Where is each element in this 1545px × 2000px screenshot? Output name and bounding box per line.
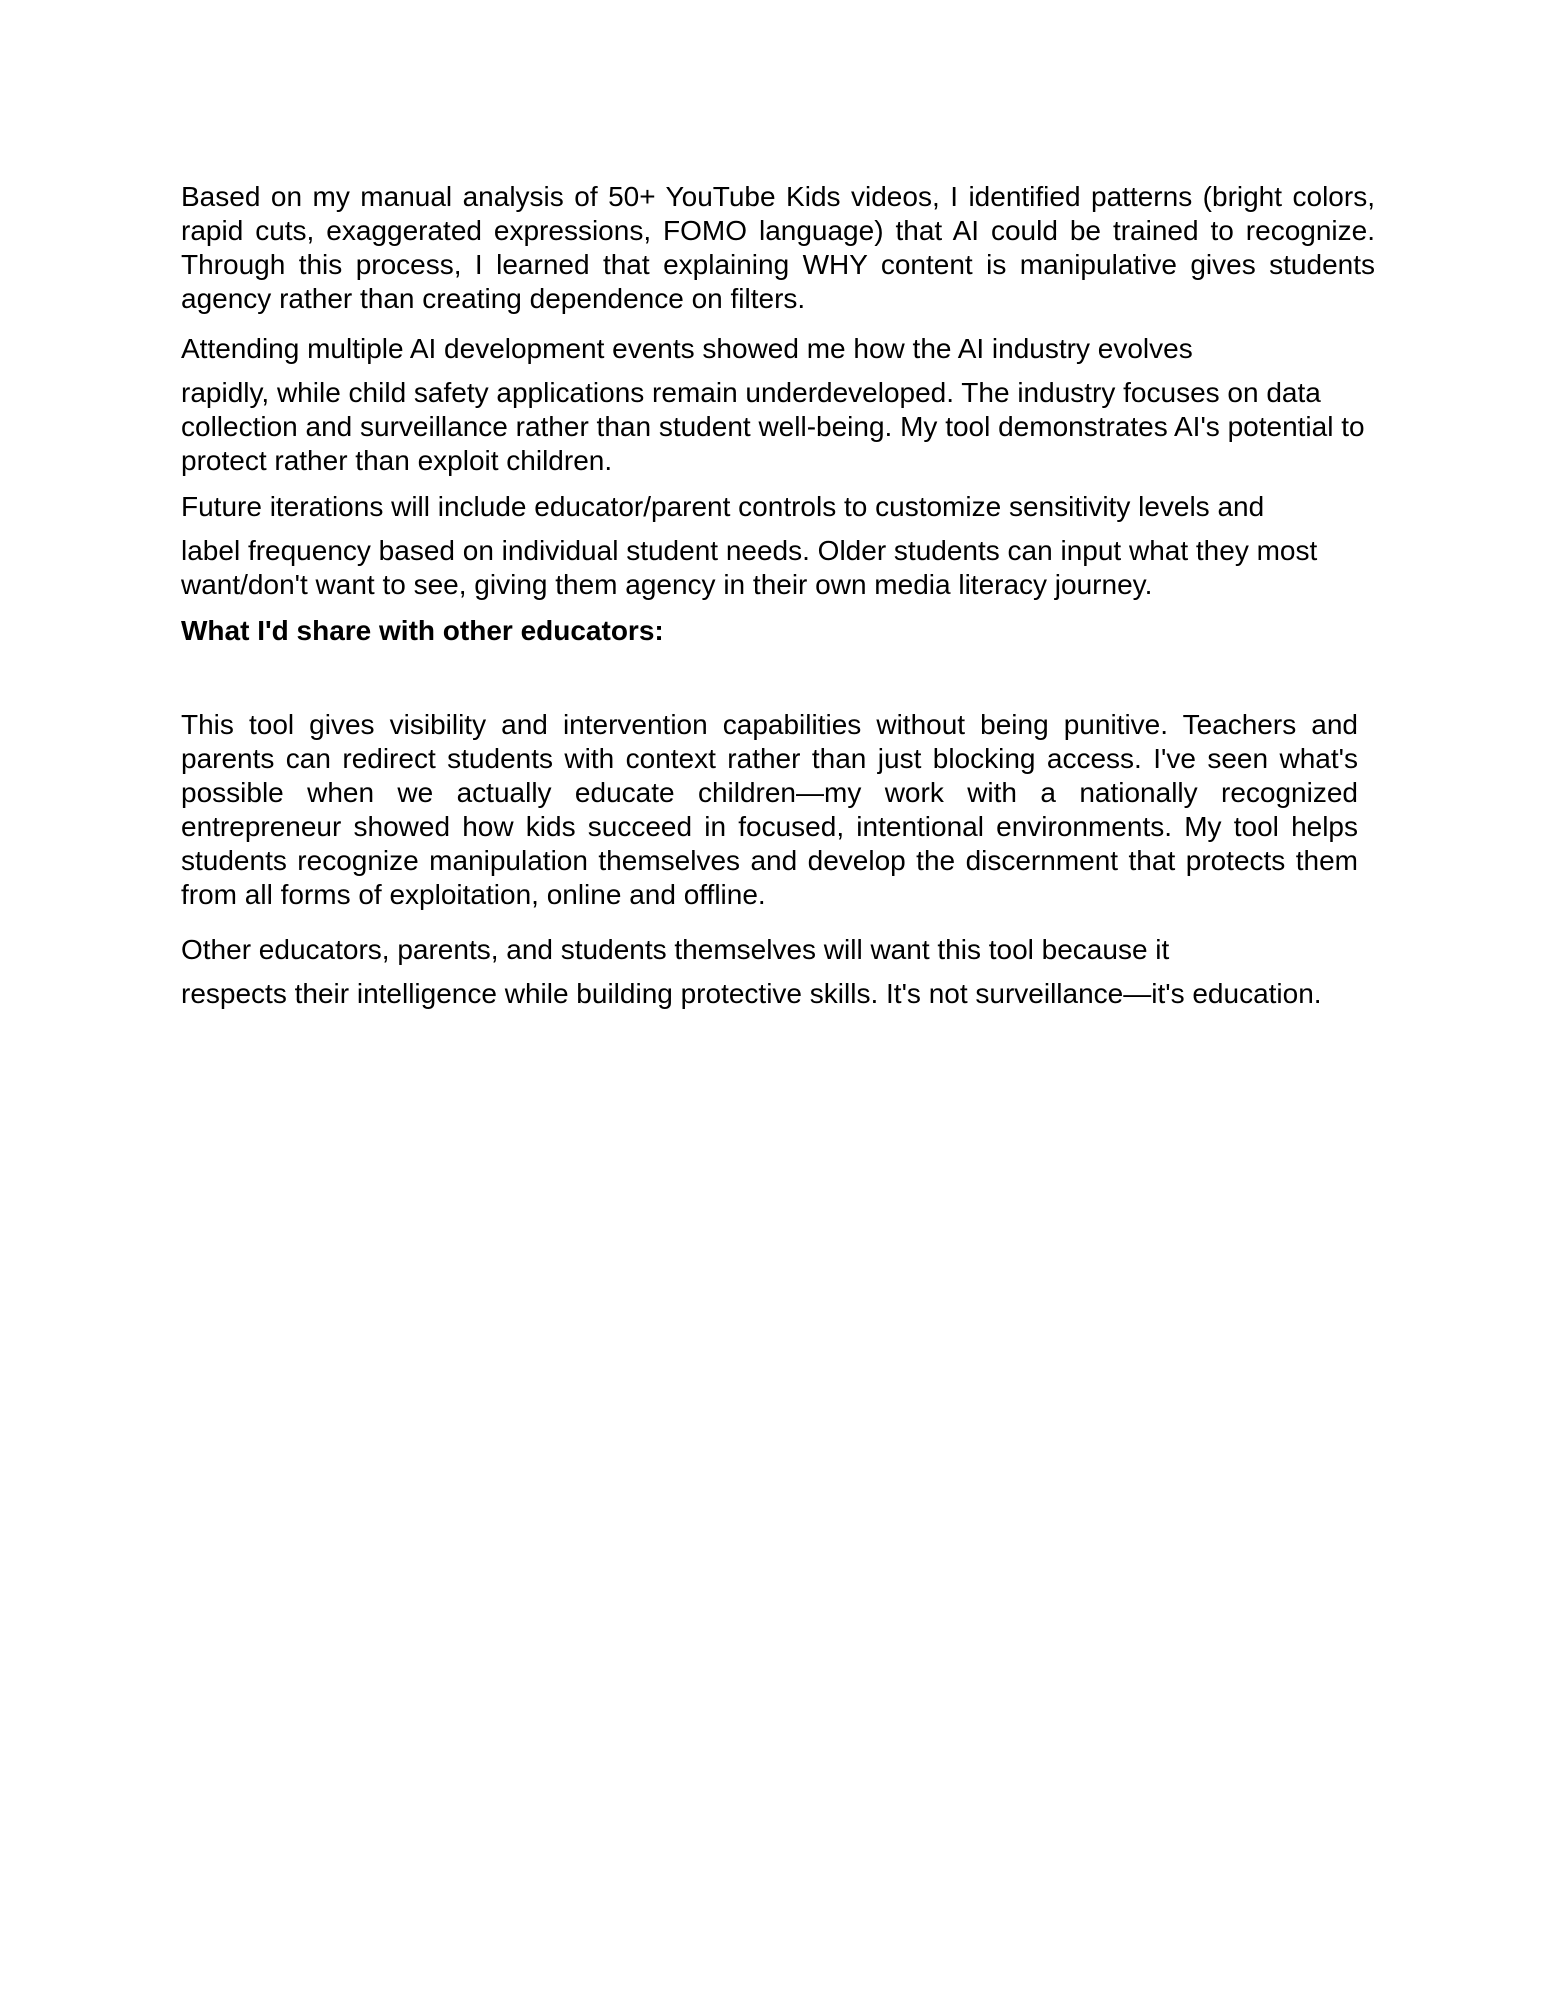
paragraph-visibility-intervention: This tool gives visibility and intervention capabilities without being punitive. Teachers and parents can redirect students with context rather than just blocking access. I've seen what's possible when we actually educate children—my work with a nationally recognized entrepreneur showed how kids succeed in focused, intentional environments. My tool helps students recognize manipulation themselves and develop the discernment that protects them from all forms of exploitation, online and offline. — [181, 709, 1358, 910]
paragraph-ai-industry-rest: rapidly, while child safety applications remain underdeveloped. The industry focuses on data collection and surveillance rather than student well-being. My tool demonstrates AI's potential to protect rather than exploit children. — [181, 377, 1365, 476]
paragraph-future-iterations — [181, 490, 1375, 602]
document-body — [181, 180, 1375, 1011]
paragraph-ai-industry — [181, 332, 1375, 478]
paragraph-future-iterations-rest: label frequency based on individual student needs. Older students can input what they most want/don't want to see, giving them agency in their own media literacy journey. — [181, 535, 1318, 600]
paragraph-future-iterations-first-line: Future iterations will include educator/parent controls to customize sensitivity levels and — [181, 491, 1265, 522]
paragraph-youtube-analysis: Based on my manual analysis of 50+ YouTube Kids videos, I identified patterns (bright colors, rapid cuts, exaggerated expressions, FOMO language) that AI could be trained to recognize. Through this process, I learned that explaining WHY content is manipulative gives students agency rather than creating dependence on filters. — [181, 181, 1375, 314]
paragraph-other-educators — [181, 933, 1375, 1011]
paragraph-other-educators-rest: respects their intelligence while building protective skills. It's not surveillance—it's education. — [181, 978, 1322, 1009]
paragraph-other-educators-first-line: Other educators, parents, and students themselves will want this tool because it — [181, 934, 1170, 965]
paragraph-ai-industry-first-line: Attending multiple AI development events showed me how the AI industry evolves — [181, 333, 1193, 364]
section-heading: What I'd share with other educators: — [181, 615, 664, 646]
